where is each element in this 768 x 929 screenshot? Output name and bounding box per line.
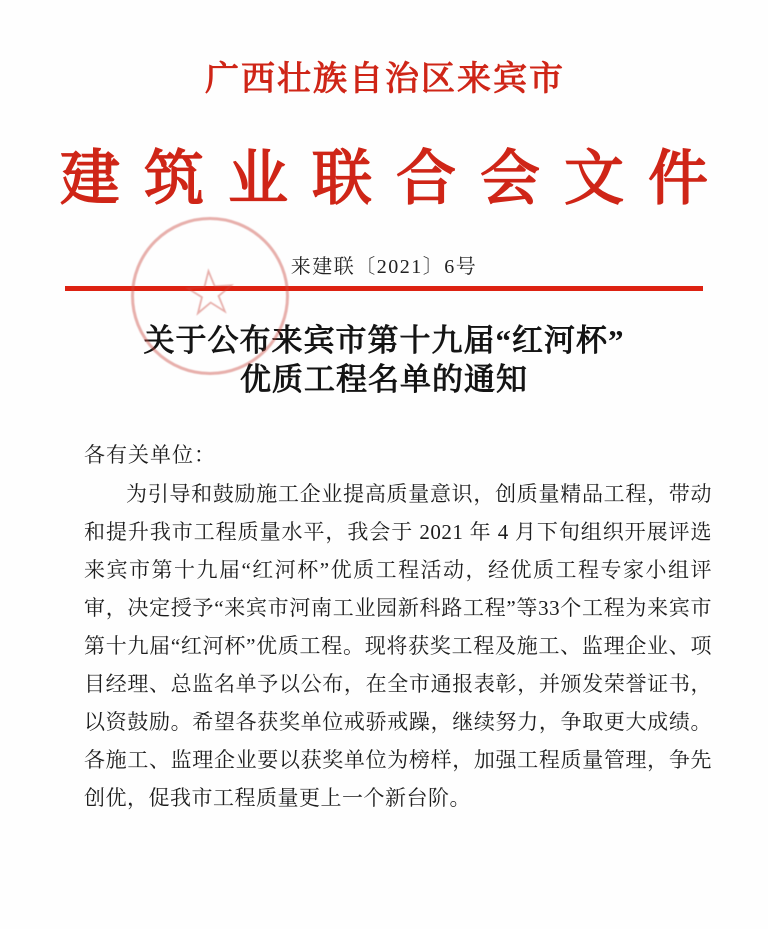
- issuer-org-title: 建筑业联合会文件: [60, 146, 732, 212]
- issuer-region-title: 广西壮族自治区来宾市: [205, 61, 565, 98]
- scanned-official-document: [0, 60, 768, 929]
- notice-title-line2: 优质工程名单的通知: [240, 362, 528, 397]
- document-body: [0, 439, 768, 817]
- notice-title: [0, 321, 768, 399]
- star-icon: ☆: [178, 254, 242, 333]
- salutation: 各有关单位：: [84, 443, 216, 467]
- document-number: 来建联〔2021〕6号: [290, 256, 478, 278]
- body-paragraph: 为引导和鼓励施工企业提高质量意识，创质量精品工程，带动和提升我市工程质量水平，我会于 2021 年 4 月下旬组织开展评选来宾市第十九届“红河杯”优质工程活动，经优质工程专家小组评审，决定授予“来宾市河南工业园新科路工程”等33个工程为来宾市第十九届“红河杯”优质工程。现将获奖工程及施工、监理企业、项目经理、总监名单予以公布，在全市通报表彰，并颁发荣誉证书，以资鼓励。希望各获奖单位戒骄戒躁，继续努力，争取更大成绩。各施工、监理企业要以获奖单位为榜样，加强工程质量管理，争先创优，促我市工程质量更上一个新台阶。: [84, 482, 712, 810]
- notice-title-line1: 关于公布来宾市第十九届“红河杯”: [143, 323, 625, 358]
- red-separator-line: [65, 286, 703, 291]
